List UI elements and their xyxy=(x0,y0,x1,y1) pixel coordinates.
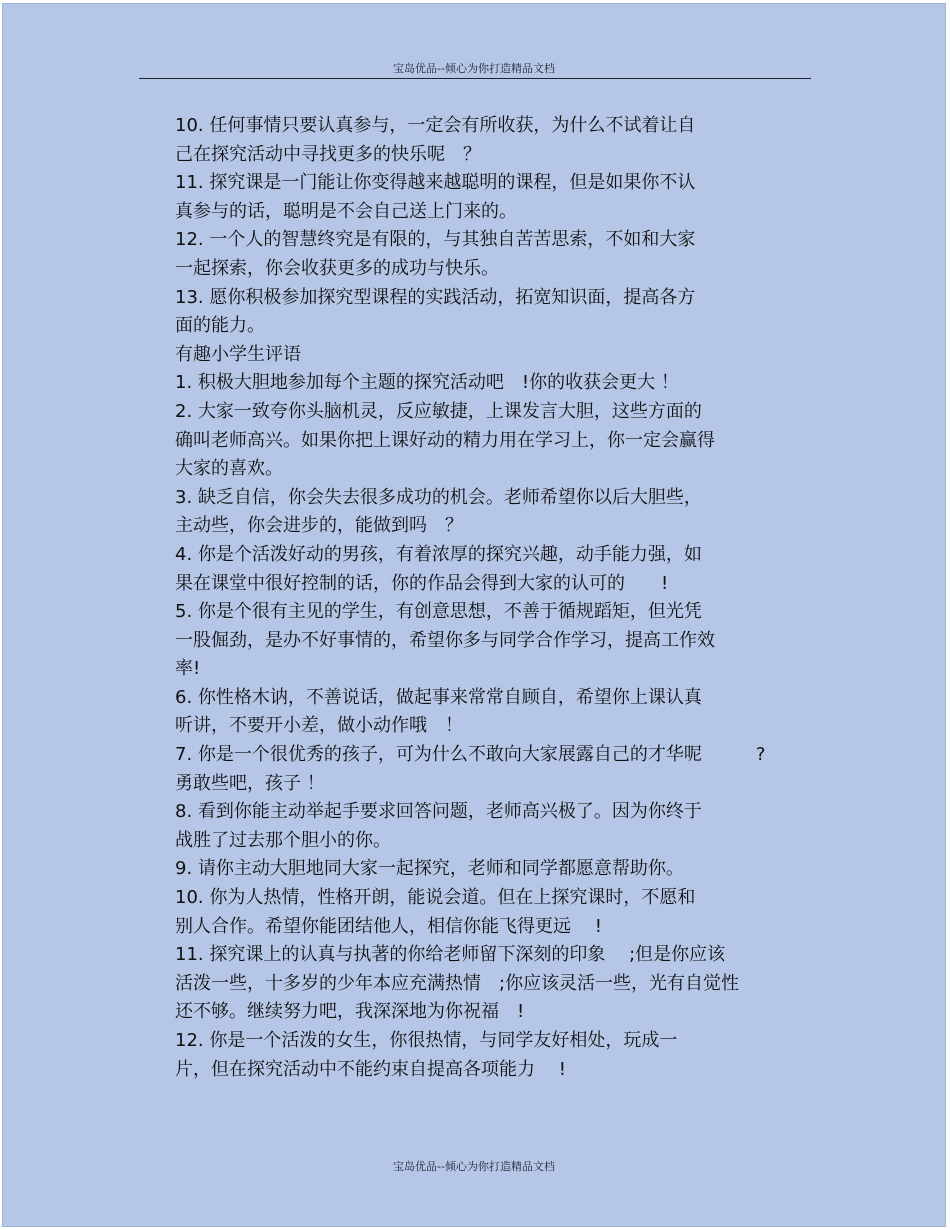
paragraph xyxy=(139,798,829,855)
text-line: 7. 你是一个很优秀的孩子，可为什么不敢向大家展露自己的才华呢 ? xyxy=(175,744,766,766)
document-page xyxy=(2,3,946,1227)
paragraph xyxy=(139,941,829,1027)
text-line: 13. 愿你积极参加探究型课程的实践活动，拓宽知识面，提高各方 xyxy=(175,286,696,308)
text-line: 11. 探究课上的认真与执著的你给老师留下深刻的印象 ;但是你应该 xyxy=(175,944,726,966)
text-line: 10. 任何事情只要认真参与，一定会有所收获，为什么不试着让自 xyxy=(175,115,696,136)
text-line: 果在课堂中很好控制的话，你的作品会得到大家的认可的 ! xyxy=(175,572,669,594)
text-line: 己在探究活动中寻找更多的快乐呢 ？ xyxy=(175,143,481,165)
text-line: 主动些，你会进步的，能做到吗 ？ xyxy=(175,515,463,537)
paragraph xyxy=(139,598,829,684)
text-line: 3. 缺乏自信，你会失去很多成功的机会。老师希望你以后大胆些， xyxy=(175,486,702,508)
paragraph xyxy=(139,112,829,169)
text-line: 8. 看到你能主动举起手要求回答问题，老师高兴极了。因为你终于 xyxy=(175,801,702,823)
paragraph xyxy=(139,226,829,283)
text-line: 率! xyxy=(175,658,201,680)
text-line: 10. 你为人热情，性格开朗，能说会道。但在上探究课时，不愿和 xyxy=(175,887,696,909)
text-line: 片，但在探究活动中不能约束自提高各项能力 ! xyxy=(175,1058,566,1080)
document-body xyxy=(139,112,829,1084)
text-line: 面的能力。 xyxy=(175,315,265,337)
paragraph xyxy=(139,1027,829,1084)
text-line: 听讲，不要开小差，做小动作哦 ！ xyxy=(175,715,463,737)
paragraph xyxy=(139,684,829,741)
text-line: 6. 你性格木讷，不善说话，做起事来常常自顾自，希望你上课认真 xyxy=(175,686,702,708)
text-line: 12. 你是一个活泼的女生，你很热情，与同学友好相处，玩成一 xyxy=(175,1030,678,1051)
text-line: 5. 你是个很有主见的学生，有创意思想，不善于循规蹈矩，但光凭 xyxy=(175,601,702,623)
text-line: 一起探索，你会收获更多的成功与快乐。 xyxy=(175,257,499,279)
paragraph xyxy=(139,341,829,370)
paragraph xyxy=(139,541,829,598)
text-line: 12. 一个人的智慧终究是有限的，与其独自苦苦思索，不如和大家 xyxy=(175,229,696,251)
paragraph xyxy=(139,398,829,484)
paragraph xyxy=(139,884,829,941)
paragraph xyxy=(139,284,829,341)
text-line: 4. 你是个活泼好动的男孩，有着浓厚的探究兴趣，动手能力强，如 xyxy=(175,543,702,565)
header-rule xyxy=(139,78,811,79)
text-line: 有趣小学生评语 xyxy=(175,343,301,365)
text-line: 1. 积极大胆地参加每个主题的探究活动吧 !你的收获会更大 ！ xyxy=(175,372,679,394)
text-line: 大家的喜欢。 xyxy=(175,458,283,480)
text-line: 勇敢些吧，孩子 ！ xyxy=(175,772,325,794)
paragraph xyxy=(139,741,829,798)
text-line: 真参与的话，聪明是不会自己送上门来的。 xyxy=(175,200,517,222)
text-line: 一股倔劲，是办不好事情的，希望你多与同学合作学习，提高工作效 xyxy=(175,629,715,651)
paragraph xyxy=(139,369,829,398)
text-line: 11. 探究课是一门能让你变得越来越聪明的课程，但是如果你不认 xyxy=(175,172,696,194)
text-line: 9. 请你主动大胆地同大家一起探究，老师和同学都愿意帮助你。 xyxy=(175,858,684,880)
text-line: 战胜了过去那个胆小的你。 xyxy=(175,829,391,851)
paragraph xyxy=(139,169,829,226)
text-line: 还不够。继续努力吧，我深深地为你祝福 ! xyxy=(175,1001,525,1023)
paragraph xyxy=(139,855,829,884)
text-line: 活泼一些，十多岁的少年本应充满热情 ;你应该灵活一些，光有自觉性 xyxy=(175,972,740,994)
text-line: 别人合作。希望你能团结他人，相信你能飞得更远 ! xyxy=(175,915,602,937)
paragraph xyxy=(139,484,829,541)
page-header: 宝岛优品--倾心为你打造精品文档 xyxy=(393,62,555,75)
page-footer: 宝岛优品--倾心为你打造精品文档 xyxy=(393,1160,555,1173)
text-line: 确叫老师高兴。如果你把上课好动的精力用在学习上，你一定会赢得 xyxy=(175,429,715,451)
text-line: 2. 大家一致夸你头脑机灵，反应敏捷，上课发言大胆，这些方面的 xyxy=(175,400,702,422)
